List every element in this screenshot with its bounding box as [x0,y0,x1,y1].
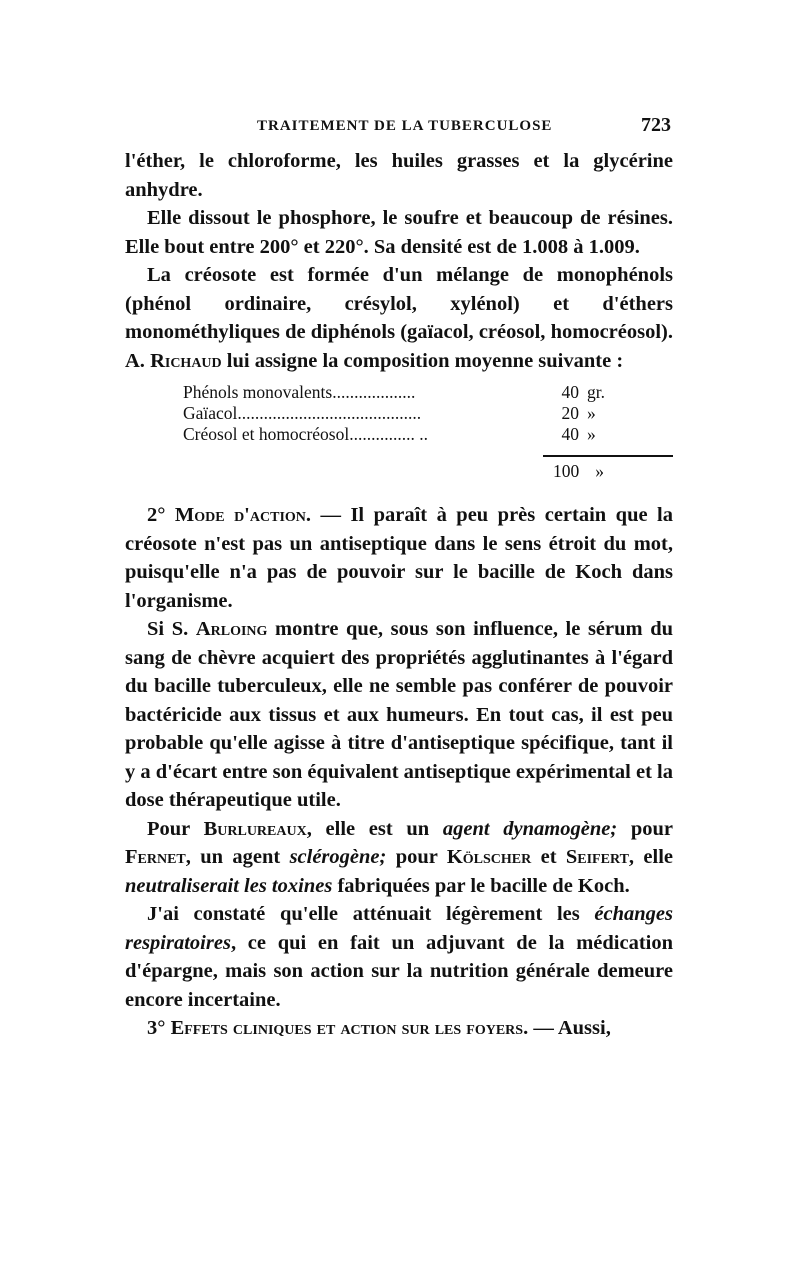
table-total [553,461,623,491]
text-run: , elle est un [306,817,443,840]
row-unit: » [587,424,596,444]
paragraph-3-text-end: lui assigne la composition moyenne suivante : [221,349,624,372]
paragraph-8 [125,1014,673,1043]
total-unit: » [595,461,604,481]
paragraph-3 [125,261,673,375]
sum-rule [543,455,673,457]
row-label-text: Gaïacol [183,403,238,423]
author-name: Richaud [150,349,222,372]
text-run: fabriquées par le bacille de Koch. [332,874,630,897]
row-label [183,424,535,445]
table-row [183,403,623,424]
text-run: , un agent [185,846,290,868]
table-row [183,382,623,403]
author-name: Fernet [125,846,186,868]
italic-term: sclérogène; [289,846,387,868]
author-name: Burlureaux [203,817,307,840]
text-run: , elle [628,846,673,868]
row-label-text: Phénols monovalents [183,382,333,402]
paragraph-8-text: — Aussi, [528,1017,611,1039]
text-run: et [531,846,566,868]
body-text [125,147,673,1043]
paragraph-5-text: Si S. [147,618,196,640]
text-run: , ce qui en fait un adjuvant de la médication d'épargne, mais son action sur la nutrition générale demeure encore incertaine. [125,931,673,1011]
row-label [183,382,535,403]
italic-term: neutraliserait les toxines [125,874,333,897]
paragraph-2: Elle dissout le phosphore, le soufre et beaucoup de résines. Elle bout entre 200° et 220°. Sa densité est de 1.008 à 1.009. [125,207,673,258]
author-name: Seifert [565,846,629,868]
section-heading: 3° Effets cliniques et action sur les foyers. [147,1017,529,1039]
row-unit: » [587,403,596,423]
dot-leader: ................... [332,382,416,402]
paragraph-4 [125,501,673,615]
paragraph-5 [125,615,673,815]
dot-leader: ............... .. [349,424,428,444]
page-number: 723 [641,114,671,136]
text-run: Pour [147,817,204,840]
paragraph-6 [125,815,673,901]
composition-table [183,382,623,491]
paragraph-4-text: — Il paraît à peu près certain que la créosote n'est pas un antiseptique dans le sens étroit du mot, puisqu'elle n'a pas de pouvoir sur le bacille de Koch dans l'organisme. [125,504,673,612]
paragraph-1: l'éther, le chloroforme, les huiles grasses et la glycérine anhydre. [125,150,673,201]
italic-term: agent dynamogène; [442,817,618,840]
header-title: TRAITEMENT DE LA TUBERCULOSE [257,118,553,134]
row-label [183,403,535,424]
text-run: pour [617,817,673,840]
row-label-text: Créosol et homocréosol [183,424,350,444]
running-header [125,114,673,144]
text-run: J'ai constaté qu'elle atténuait légèrement les [147,903,595,925]
italic-term: échanges respiratoires [125,903,673,954]
paragraph-3-text: La créosote est formée d'un mélange de monophénols (phénol ordinaire, crésylol, xylénol) et d'éthers monométhyliques de diphénols (gaïacol, créosol, homocréosol). A. [125,264,673,372]
row-value: 40 [561,424,579,444]
row-value: 40 [561,382,579,402]
table-row [183,424,623,445]
row-unit: gr. [587,382,605,402]
total-value: 100 [553,461,580,481]
paragraph-7 [125,900,673,1014]
author-name: Kölscher [446,846,532,868]
section-heading: 2° Mode d'action. [147,504,312,526]
row-value: 20 [561,403,579,423]
paragraph-5-text-end: montre que, sous son influence, le sérum du sang de chèvre acquiert des propriétés agglutinantes à l'égard du bacille tuberculeux, elle ne semble pas conférer de pouvoir bactéricide aux tissus et aux humeurs. En tout cas, il est peu probable qu'elle agisse à titre d'antiseptique spécifique, tant il y a d'écart entre son équivalent antiseptique expérimental et la dose thérapeutique utile. [125,618,673,811]
author-name: Arloing [195,618,268,640]
text-run: pour [386,846,447,868]
dot-leader: .......................................... [237,403,422,423]
